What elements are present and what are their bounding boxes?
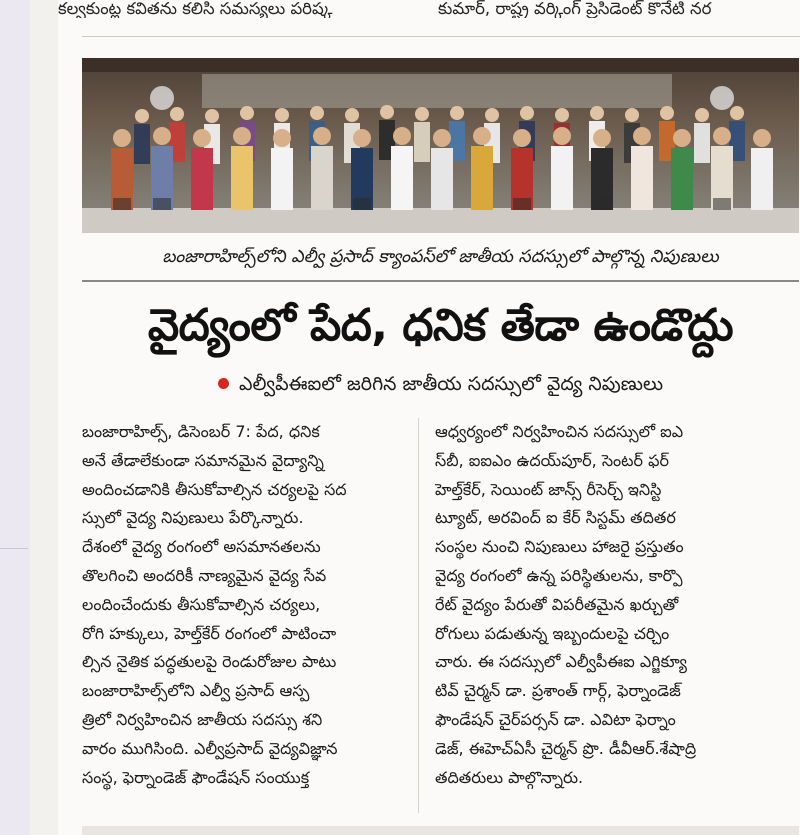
subheadline-text: ఎల్వీపీఈఐలో జరిగిన జాతీయ సదస్సులో వైద్య నిపుణులు: [238, 373, 664, 395]
group-photo-icon: [82, 58, 799, 233]
body-line: ట్యూట్, అరవింద్ ఐ కేర్ సిస్టమ్ తదితర: [435, 508, 676, 528]
news-article: [58, 0, 800, 835]
body-line: హెల్త్‌కేర్, సెయింట్ జాన్స్ రీసెర్చ్ ఇనిస్టి: [435, 479, 662, 499]
page-margin: [0, 0, 30, 835]
body-line: సంస్థల నుంచి నిపుణులు హాజరై ప్రస్తుతం: [435, 537, 684, 557]
section-rule: [82, 36, 800, 37]
group-photo: [82, 58, 799, 233]
body-line: రోగి హక్కులు, హెల్త్‌కేర్ రంగంలో పాటించా: [82, 623, 337, 643]
body-line: టివ్ చైర్మన్ డా. ప్రశాంత్ గార్గ్, ఫెర్నాండెజ్: [435, 681, 681, 701]
body-column-left: [82, 418, 402, 792]
red-bullet-icon: [218, 378, 229, 389]
body-line: అనే తేడాలేకుండా సమానమైన వైద్యాన్ని: [82, 450, 324, 470]
photo-caption: బంజారాహిల్స్‌లోని ఎల్వీ ప్రసాద్ క్యాంపస్‌లో జాతీయ సదస్సులో పాల్గొన్న నిపుణులు: [162, 247, 719, 267]
column-divider: [418, 418, 419, 813]
body-line: వారం ముగిసింది. ఎల్వీప్రసాద్ వైద్యవిజ్ఞాన: [82, 738, 338, 758]
body-line: సంస్థ, ఫెర్నాండెజ్ ఫౌండేషన్ సంయుక్త: [82, 767, 310, 787]
body-line: వైద్య రంగంలో ఉన్న పరిస్థితులను, కార్పొ: [435, 565, 683, 585]
body-column-right: [435, 418, 769, 792]
body-line: ఫౌండేషన్ చైర్‌పర్సన్ డా. ఎవిటా ఫెర్నాం: [435, 709, 676, 729]
subheadline: [82, 366, 799, 402]
headline: వైద్యంలో పేద, ధనిక తేడా ఉండొద్దు: [147, 300, 734, 351]
body-line: అందించడానికి తీసుకోవాల్సిన చర్యలపై సద: [82, 479, 347, 499]
body-line: బంజారాహిల్స్, డిసెంబర్ 7: పేద, ధనిక: [82, 422, 320, 441]
body-line: బంజారాహిల్స్‌లోని ఎల్వీ ప్రసాద్ ఆస్ప: [82, 681, 310, 701]
body-line: లందించేందుకు తీసుకోవాల్సిన చర్యలు,: [82, 594, 321, 614]
page-bottom-edge: [82, 826, 799, 835]
body-line: తొలగించి అందరికీ నాణ్యమైన వైద్య సేవ: [82, 565, 327, 585]
body-line: స్సులో వైద్య నిపుణులు పేర్కొన్నారు.: [82, 508, 304, 528]
body-line: దేశంలో వైద్య రంగంలో అసమానతలను: [82, 537, 321, 557]
body-line: తదితరులు పాల్గొన్నారు.: [435, 767, 584, 787]
margin-divider: [0, 548, 28, 549]
body-line: ఆధ్వర్యంలో నిర్వహించిన సదస్సులో ఐఎ: [435, 422, 684, 441]
body-line: ల్సిన నైతిక పద్ధతులపై రెండురోజుల పాటు: [82, 652, 337, 672]
body-line: రోగులు పడుతున్న ఇబ్బందులపై చర్చిం: [435, 623, 670, 643]
body-line: డెజ్, ఈహెచ్‌ఏసీ చైర్మన్ ప్రొ. డీవీఆర్.శేషాద్రి: [435, 738, 697, 758]
caption-rule: [82, 280, 799, 282]
previous-article-left-text: కల్వకుంట్ల కవితను కలిసి సమస్యలు పరిష్క: [58, 0, 333, 18]
body-line: రేట్ వైద్యం పేరుతో విపరీతమైన ఖర్చుతో: [435, 594, 679, 614]
body-line: త్రిలో నిర్వహించిన జాతీయ సదస్సు శని: [82, 709, 323, 729]
previous-article-strip: [58, 0, 800, 44]
body-line: స్‌బీ, ఐఐఎం ఉదయ్‌పూర్, సెంటర్ ఫర్: [435, 450, 669, 470]
previous-article-right-text: కుమార్, రాష్ట్ర వర్కింగ్ ప్రెసిడెంట్ కొనేటి నర: [438, 0, 712, 18]
body-line: చారు. ఈ సదస్సులో ఎల్వీపీఈఐ ఎగ్జిక్యూ: [435, 652, 687, 672]
